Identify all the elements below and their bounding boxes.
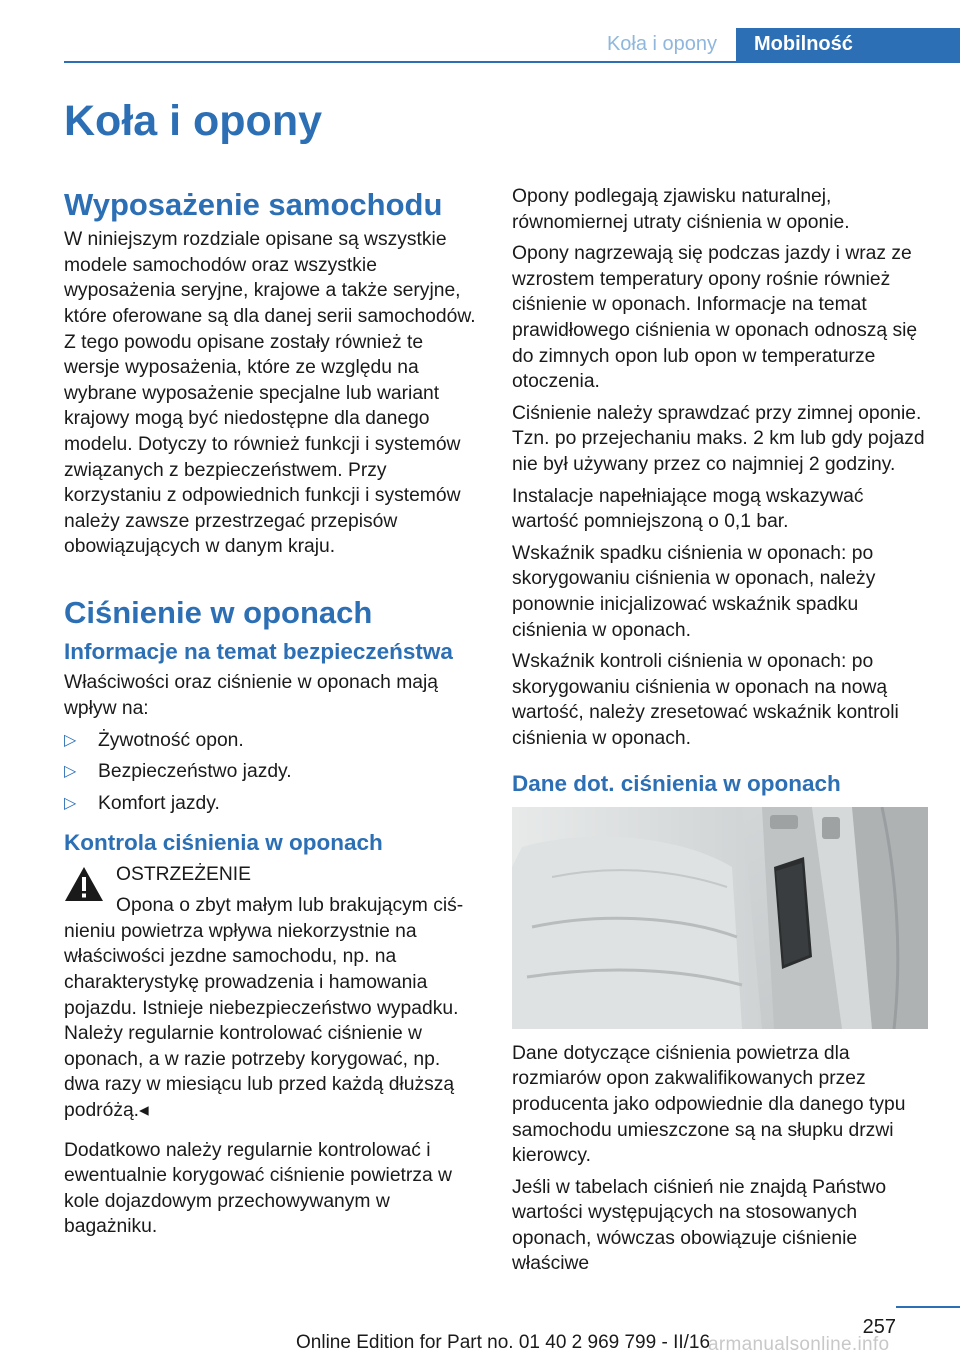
safety-intro: Właściwości oraz ciśnienie w oponach mają wpływ na: [64, 672, 438, 719]
warning-text: nieniu powietrza wpływa niekorzystnie na właściwości jezdne samochodu, np. na charakterystykę prowadzenia i hamowania pojazdu. Istnieje niebezpieczeństwo wypadku. Należy regularnie kontrolować ciśnienie w oponach, a w razie potrzeby korygować, np. dwa razy w miesiącu lub przed każdą dłuższą podróżą.◂ [64, 920, 459, 1121]
list-item [64, 728, 480, 754]
door-pillar-photo [512, 807, 928, 1029]
equipment-heading: Wyposażenie samochodu [64, 187, 443, 222]
paragraph-door-pillar: Dane dotyczące ciśnienia powietrza dla rozmiarów opon zakwalifikowanych przez producenta jako odpowiednie dla danego typu samochodu umieszczone są na słupku drzwi kierowcy. [512, 1042, 906, 1167]
list-item-text: Komfort jazdy. [98, 792, 220, 814]
triangle-bullet-icon: ▷ [64, 794, 77, 812]
page-number: 257 [862, 1316, 896, 1338]
warning-text-first-line: Opona o zbyt małym lub brakującym ciś- [116, 895, 464, 917]
paragraph-loss-indicator: Wskaźnik spadku ciśnienia w oponach: po skorygowaniu ciśnienia w oponach, należy ponownie inicjalizować wskaźnik spadku ciśnienia w oponach. [512, 542, 876, 641]
header-rule [64, 61, 960, 63]
paragraph-cold-check: Ciśnienie należy sprawdzać przy zimnej oponie. Tzn. po przejechaniu maks. 2 km lub gdy pojazd nie był używany przez co najmniej 2 godziny. [512, 402, 925, 475]
triangle-bullet-icon: ▷ [64, 763, 77, 781]
warning-triangle-icon [64, 866, 104, 902]
list-item-text: Bezpieczeństwo jazdy. [98, 761, 292, 783]
list-item [64, 791, 480, 817]
pressure-heading: Ciśnienie w oponach [64, 594, 373, 630]
triangle-bullet-icon: ▷ [64, 731, 77, 749]
warning-box [64, 862, 480, 1124]
list-item [64, 759, 480, 785]
paragraph-control-indicator: Wskaźnik kontroli ciśnienia w oponach: po skorygowaniu ciśnienia w oponach na nową wartość, należy zresetować wskaźnik kontroli ciśnienia w oponach. [512, 651, 899, 749]
page-title: Koła i opony [64, 97, 322, 145]
paragraph-temperature: Opony nagrzewają się podczas jazdy i wraz ze wzrostem temperatury opony rośnie również ciśnienie w oponach. Informacje na temat prawidłowego ciśnienia w oponach odnoszą się do zimnych opon lub opon w temperaturze otoczenia. [512, 243, 918, 393]
safety-bullet-list [64, 728, 480, 817]
equipment-text: W niniejszym rozdziale opisane są wszystkie modele samochodów oraz wszystkie wyposażenia seryjne, krajowe a także seryjne, które oferowane są dla danej serii samochodów. Z tego powodu opisane zostały również te wersje wyposażenia, które ze względu na wybrane wyposażenie specjalne lub wariant krajowy mogą być niedostępne dla danego modelu. Dotyczy to również funkcji i systemów związanych z bezpieczeństwem. Przy korzystaniu z odpowiednich funkcji i systemów należy zawsze przestrzegać przepisów obowiązujących w danym kraju. [64, 229, 476, 558]
right-column [512, 184, 932, 1283]
left-column [64, 186, 480, 1246]
watermark-text: armanualsonline.info [708, 1334, 890, 1355]
warning-title: OSTRZEŻENIE [116, 863, 251, 885]
header-chapter-tab: Mobilność [736, 28, 960, 63]
list-item-text: Żywotność opon. [98, 729, 244, 751]
control-heading: Kontrola ciśnienia w oponach [64, 830, 383, 856]
safety-heading: Informacje na temat bezpieczeństwa [64, 639, 453, 665]
paragraph-filling-systems: Instalacje napełniające mogą wskazywać wartość pomniejszoną o 0,1 bar. [512, 485, 864, 533]
header-section-tab: Koła i opony [606, 33, 718, 55]
paragraph-tables: Jeśli w tabelach ciśnień nie znajdą Państwo wartości występujących na stosowanych oponach, wówczas obowiązuje ciśnienie właściwe [512, 1176, 887, 1275]
edition-text: Online Edition for Part no. 01 40 2 969 799 - II/16 [296, 1332, 711, 1353]
pressure-data-heading: Dane dot. ciśnienia w oponach [512, 771, 841, 797]
paragraph-pressure-loss: Opony podlegają zjawisku naturalnej, równomiernej utraty ciśnienia w oponie. [512, 186, 850, 233]
additional-text: Dodatkowo należy regularnie kontrolować i ewentualnie korygować ciśnienie powietrza w kole dojazdowym przechowywanym w bagażniku. [64, 1139, 452, 1238]
footer-rule [896, 1306, 960, 1308]
